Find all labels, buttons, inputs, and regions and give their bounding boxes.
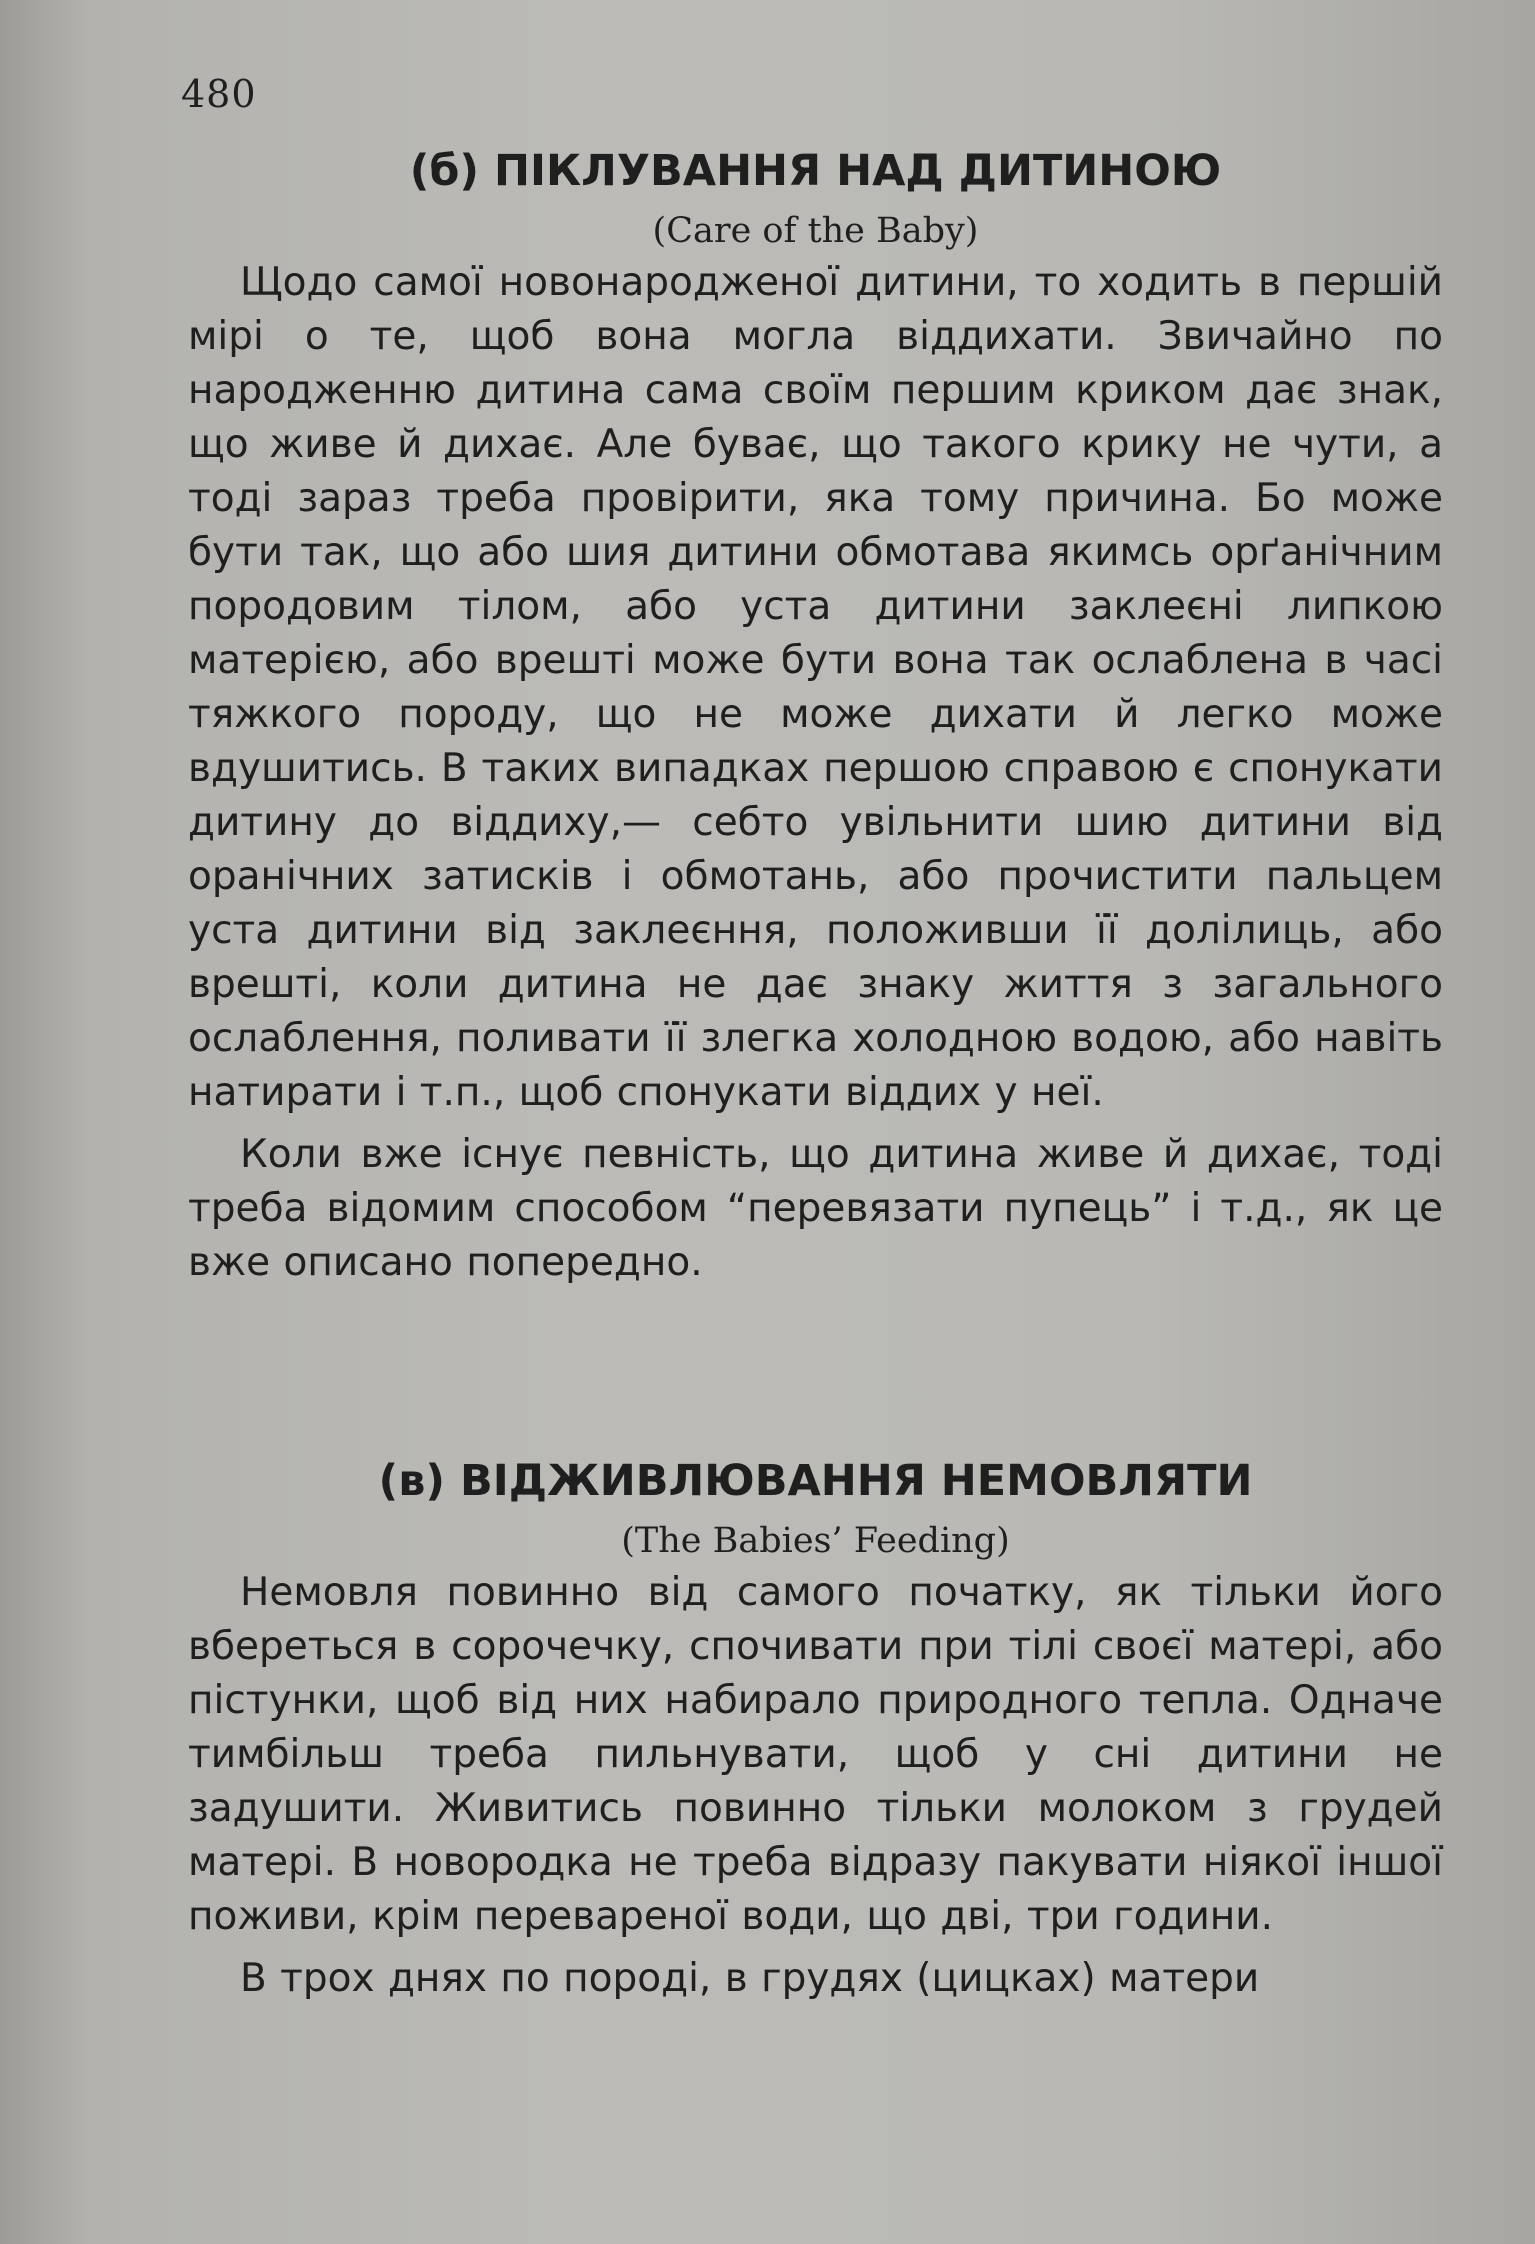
section-care-of-baby (188, 140, 1443, 1290)
page-number: 480 (181, 72, 257, 116)
paragraph: Немовля повинно від самого початку, як тільки його вбереться в сорочечку, спочивати при тілі своєї матері, або пістунки, щоб від них набирало природного тепла. Одначе тимбільш треба пильнувати, щоб у сні дитини не задушити. Живитись повинно тільки молоком з грудей матері. В новородка не треба відразу пакувати ніякої іншої поживи, крім переваренoї води, що дві, три години. (188, 1570, 1443, 1939)
paragraph: Щодо самої новонародженої дитини, то ходить в першій мірі о те, щоб вона могла віддихати. Звичайно по народженню дитина сама своїм першим криком дає знак, що живе й дихає. Але буває, що такого крику не чути, а тоді зараз треба провірити, яка тому причина. Бо може бути так, що або шия дитини обмотава якимсь орґанічним породовим тілом, або уста дитини заклеєні липкою матерією, або врешті може бути вона так ослаблена в часі тяжкого породу, що не може дихати й легко може вдушитись. В таких випадках першою справою є спонукати дитину до віддиху,— себто увільнити шию дитини від оранічних затисків і обмотань, або прочистити пальцем уста дитини від заклеєння, положивши її долілиць, або врешті, коли дитина не дає знаку життя з загального ослаблення, поливати її злегка холодною водою, або навіть натирати і т.п., щоб спонукати віддих у неї. (188, 260, 1443, 1115)
section-babies-feeding (188, 1450, 1443, 2006)
section-heading: (б) ПІКЛУВАННЯ НАД ДИТИНОЮ (409, 146, 1222, 196)
section-heading: (в) ВІДЖИВЛЮВАННЯ НЕМОВЛЯТИ (378, 1456, 1253, 1506)
section-english-subtitle: (The Babies’ Feeding) (621, 1521, 1010, 1561)
paragraph: В трох днях по породі, в грудях (цицках) матери (240, 1956, 1260, 2001)
section-english-subtitle: (Care of the Baby) (652, 211, 979, 251)
paragraph: Коли вже існує певність, що дитина живе й дихає, тоді треба відомим способом “перевязати пупець” і т.д., як це вже описано попередно. (188, 1132, 1443, 1285)
